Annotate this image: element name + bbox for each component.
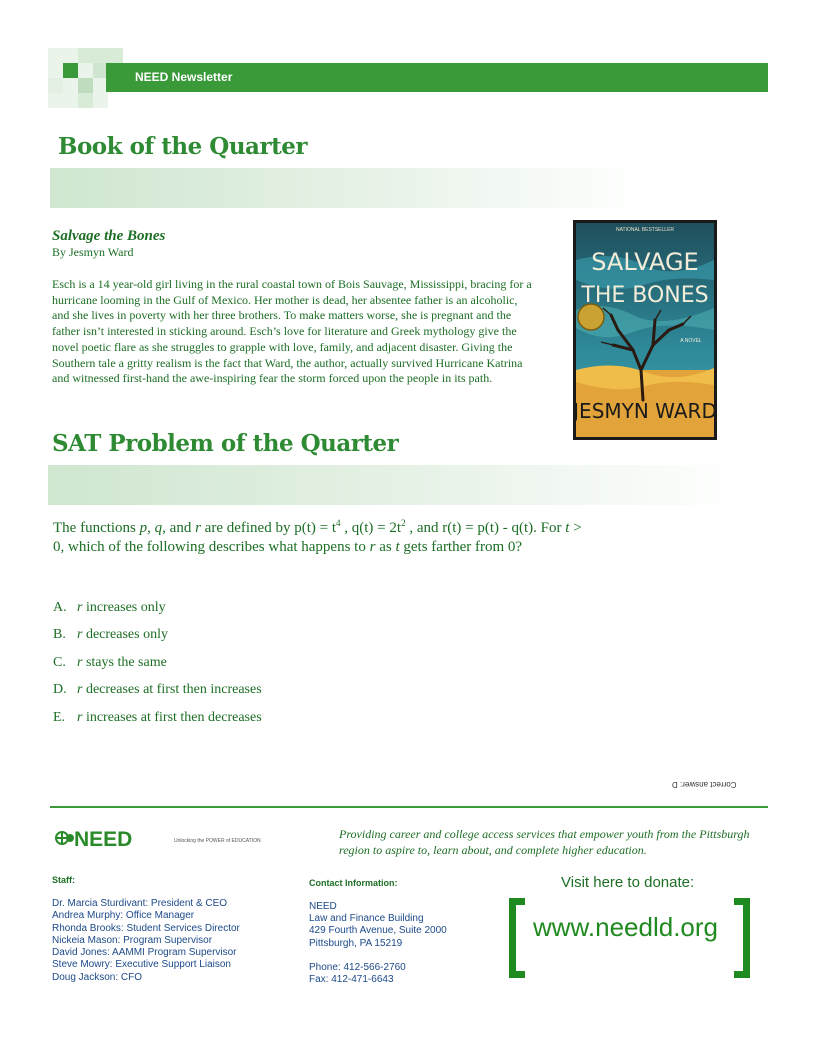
- sat-section-heading: SAT Problem of the Quarter: [52, 430, 399, 457]
- staff-list: [52, 898, 240, 984]
- contact-info: [309, 901, 447, 986]
- book-heading-band: [50, 168, 650, 208]
- staff-item: Andrea Murphy: Office Manager: [52, 910, 195, 922]
- book-section-heading: Book of the Quarter: [58, 133, 307, 160]
- donate-link[interactable]: www.needld.org: [533, 912, 718, 942]
- correct-answer: Correct answer: D: [672, 780, 737, 789]
- contact-spacer: [309, 950, 447, 962]
- staff-item: Dr. Marcia Sturdivant: President & CEO: [52, 898, 228, 909]
- staff-heading: Staff:: [52, 875, 75, 885]
- staff-item: David Jones: AAMMI Program Supervisor: [52, 947, 237, 959]
- need-logo-tagline: Unlocking the POWER of EDUCATION: [174, 838, 261, 844]
- sat-problem-text: The functions p, q, and r are defined by $p(t) = t^4$ , $q(t) = 2t^2$ , and r(t) = p(t) - q(t). For t > 0, which of the following describes what happens to r as t gets farther from 0?: [53, 518, 582, 555]
- choice-a: A. r increases only: [53, 600, 166, 615]
- cover-subtitle: A NOVEL: [680, 338, 702, 344]
- choice-d: D. r decreases at first then increases: [53, 682, 262, 697]
- staff-item: Rhonda Brooks: Student Services Director: [52, 922, 240, 934]
- footer-divider: [50, 806, 768, 808]
- right-bracket: [734, 898, 750, 978]
- contact-heading: Contact Information:: [309, 878, 398, 888]
- cover-author: JESMYN WARD: [573, 399, 717, 423]
- contact-fax: Fax: 412-471-6643: [309, 974, 394, 986]
- choice-c: C. r stays the same: [53, 655, 167, 670]
- staff-item: Steve Mowry: Executive Support Liaison: [52, 959, 231, 971]
- cover-title-line2: THE BONES: [581, 283, 709, 308]
- need-logo-text: NEED: [74, 828, 133, 850]
- cover-banner: NATIONAL BESTSELLER: [615, 227, 675, 233]
- staff-item: Nickeia Mason: Program Supervisor: [52, 934, 213, 946]
- newsletter-label: NEED Newsletter: [135, 70, 233, 84]
- contact-phone: Phone: 412-566-2760: [309, 962, 406, 973]
- contact-building: Law and Finance Building: [309, 913, 424, 925]
- donate-heading: Visit here to donate:: [561, 874, 695, 891]
- need-logo: [54, 826, 284, 850]
- book-author: By Jesmyn Ward: [52, 245, 134, 259]
- need-logo-icon: [56, 832, 74, 844]
- choice-b: B. r decreases only: [53, 627, 168, 642]
- book-description: Esch is a 14 year-old girl living in the rural coastal town of Bois Sauvage, Mississippi, bracing for a hurricane looming in the Gulf of Mexico. Her mother is dead, her absentee father is an alcoholic, and she lives in poverty with her three brothers. To make matters worse, she is pregnant and the father isn’t interested in sticking around. Esch’s love for literature and Greek mythology give the novel poetic flare as she struggles to grapple with love, family, and adjacent disaster. Giving the Southern tale a gritty realism is the fact that Ward, the author, actually survived Hurricane Katrina and witnessed first-hand the awe-inspiring fear the storm forced upon the people in its path.: [52, 277, 532, 386]
- left-bracket: [509, 898, 525, 978]
- book-cover-image: [573, 220, 717, 440]
- contact-org: NEED: [309, 901, 337, 912]
- contact-street: 429 Fourth Avenue, Suite 2000: [309, 925, 447, 937]
- book-title: Salvage the Bones: [52, 228, 166, 244]
- staff-item: Doug Jackson: CFO: [52, 971, 143, 983]
- cover-title-line1: SALVAGE: [591, 248, 699, 276]
- contact-city: Pittsburgh, PA 15219: [309, 937, 403, 949]
- choice-e: E. r increases at first then decreases: [53, 710, 262, 725]
- mission-tagline: Providing career and college access services that empower youth from the Pittsburgh region to aspire to, learn about, and complete higher education.: [339, 827, 750, 857]
- sat-heading-band: [48, 465, 748, 505]
